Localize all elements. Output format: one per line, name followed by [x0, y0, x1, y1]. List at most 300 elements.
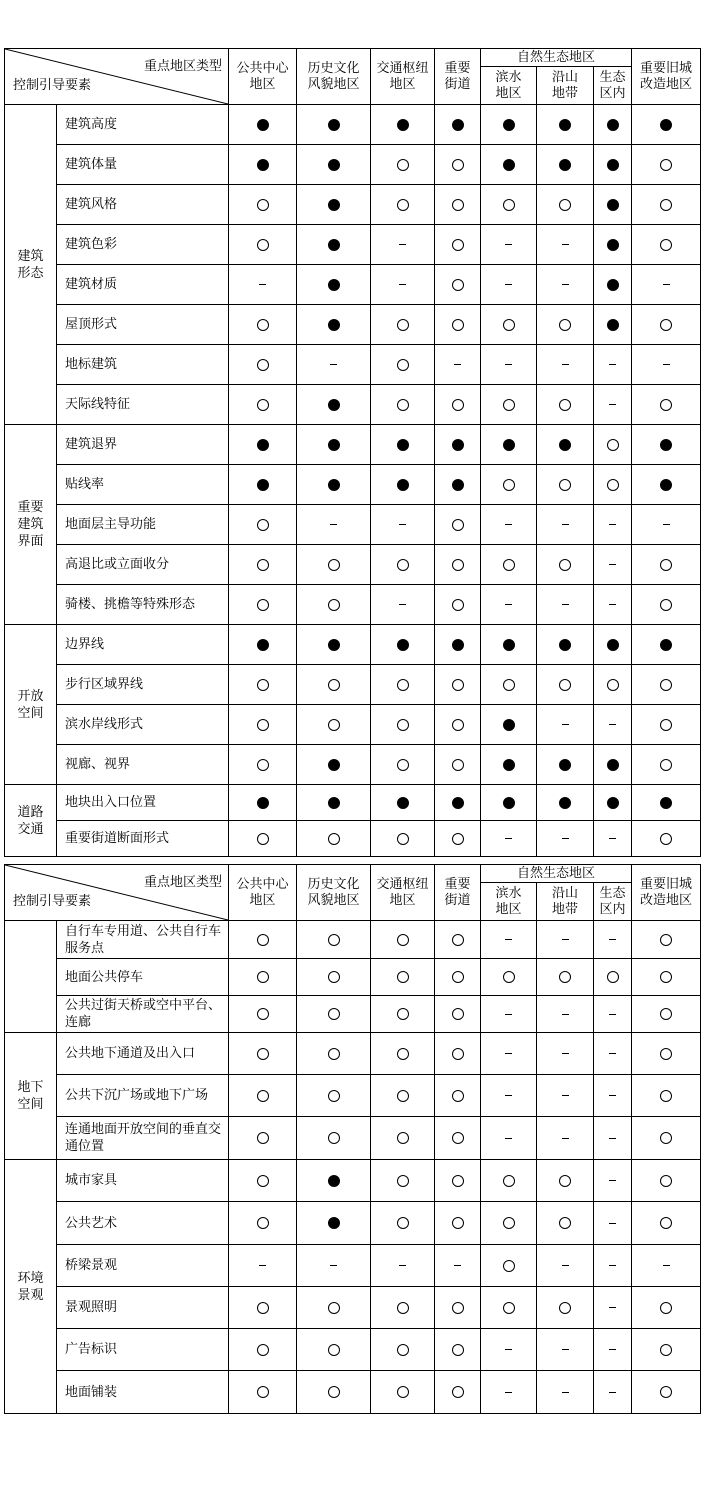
control-table-part-1 — [4, 48, 701, 857]
symbol-full-icon — [503, 639, 515, 651]
symbol-cell — [297, 1245, 371, 1287]
category-label: 环境 景观 — [17, 1270, 44, 1303]
symbol-hollow-icon — [660, 599, 672, 611]
symbol-cell — [297, 385, 371, 425]
symbol-none-icon — [562, 1265, 569, 1266]
symbol-full-icon — [607, 199, 619, 211]
table-row — [5, 705, 701, 745]
symbol-cell — [481, 745, 537, 785]
column-header: 交通枢纽 地区 — [371, 865, 435, 921]
symbol-none-icon — [505, 1095, 512, 1096]
symbol-cell — [229, 959, 297, 996]
symbol-cell — [594, 821, 632, 857]
symbol-cell — [537, 505, 594, 545]
symbol-cell — [632, 385, 701, 425]
symbol-full-icon — [503, 159, 515, 171]
symbol-none-icon — [505, 604, 512, 605]
symbol-full-icon — [328, 639, 340, 651]
symbol-cell — [435, 996, 481, 1033]
symbol-cell — [229, 625, 297, 665]
symbol-hollow-icon — [660, 833, 672, 845]
symbol-hollow-icon — [328, 1302, 340, 1314]
symbol-full-icon — [328, 1217, 340, 1229]
symbol-hollow-icon — [660, 399, 672, 411]
symbol-cell — [594, 225, 632, 265]
symbol-full-icon — [257, 119, 269, 131]
symbol-cell — [371, 959, 435, 996]
symbol-hollow-icon — [257, 1048, 269, 1060]
symbol-hollow-icon — [607, 971, 619, 983]
symbol-full-icon — [452, 439, 464, 451]
table-row — [5, 385, 701, 425]
symbol-hollow-icon — [452, 239, 464, 251]
symbol-cell — [371, 821, 435, 857]
symbol-cell — [481, 265, 537, 305]
symbol-cell — [632, 105, 701, 145]
symbol-hollow-icon — [660, 1217, 672, 1229]
natural-subcolumn-header: 滨水 地区 — [481, 883, 537, 921]
natural-subcolumn-header: 沿山 地带 — [537, 67, 594, 105]
symbol-cell — [229, 505, 297, 545]
symbol-hollow-icon — [257, 971, 269, 983]
symbol-none-icon — [562, 1349, 569, 1350]
symbol-cell — [435, 465, 481, 505]
symbol-none-icon — [609, 1392, 616, 1393]
symbol-hollow-icon — [452, 399, 464, 411]
symbol-hollow-icon — [607, 679, 619, 691]
symbol-full-icon — [328, 159, 340, 171]
symbol-cell — [594, 745, 632, 785]
symbol-cell — [594, 1033, 632, 1075]
symbol-cell — [435, 1371, 481, 1414]
symbol-cell — [229, 465, 297, 505]
symbol-hollow-icon — [397, 971, 409, 983]
symbol-cell — [435, 705, 481, 745]
element-label: 步行区域界线 — [57, 665, 229, 705]
symbol-cell — [537, 385, 594, 425]
table-row — [5, 1202, 701, 1245]
symbol-cell — [632, 665, 701, 705]
symbol-full-icon — [452, 639, 464, 651]
symbol-cell — [297, 996, 371, 1033]
symbol-cell — [537, 785, 594, 821]
symbol-none-icon — [562, 1392, 569, 1393]
symbol-cell — [371, 1117, 435, 1160]
table-row — [5, 745, 701, 785]
symbol-hollow-icon — [397, 1048, 409, 1060]
symbol-full-icon — [559, 119, 571, 131]
symbol-none-icon — [609, 604, 616, 605]
symbol-none-icon — [505, 939, 512, 940]
symbol-none-icon — [663, 524, 670, 525]
symbol-cell — [594, 959, 632, 996]
symbol-cell — [537, 921, 594, 959]
symbol-full-icon — [559, 797, 571, 809]
symbol-none-icon — [505, 1138, 512, 1139]
symbol-hollow-icon — [452, 279, 464, 291]
category-label: 道路 交通 — [17, 804, 44, 837]
symbol-cell — [371, 465, 435, 505]
symbol-cell — [481, 225, 537, 265]
symbol-none-icon — [454, 364, 461, 365]
symbol-cell — [632, 959, 701, 996]
symbol-full-icon — [607, 319, 619, 331]
symbol-none-icon — [609, 838, 616, 839]
category-cell — [5, 1033, 57, 1160]
symbol-hollow-icon — [452, 759, 464, 771]
column-header: 公共中心 地区 — [229, 865, 297, 921]
symbol-cell — [481, 1033, 537, 1075]
symbol-none-icon — [505, 1053, 512, 1054]
symbol-none-icon — [609, 1014, 616, 1015]
corner-header — [5, 49, 229, 105]
symbol-none-icon — [562, 1014, 569, 1015]
symbol-full-icon — [397, 797, 409, 809]
symbol-hollow-icon — [559, 971, 571, 983]
symbol-hollow-icon — [607, 439, 619, 451]
symbol-cell — [594, 105, 632, 145]
symbol-hollow-icon — [397, 679, 409, 691]
symbol-none-icon — [562, 604, 569, 605]
corner-top-label: 重点地区类型 — [143, 875, 222, 890]
symbol-cell — [229, 1287, 297, 1329]
symbol-hollow-icon — [328, 1344, 340, 1356]
symbol-hollow-icon — [452, 1008, 464, 1020]
symbol-hollow-icon — [452, 1217, 464, 1229]
symbol-cell — [481, 425, 537, 465]
category-label: 地下 空间 — [17, 1080, 44, 1112]
symbol-none-icon — [609, 564, 616, 565]
symbol-cell — [481, 545, 537, 585]
symbol-cell — [594, 185, 632, 225]
symbol-cell — [632, 1075, 701, 1117]
symbol-cell — [229, 1329, 297, 1371]
table-row — [5, 821, 701, 857]
symbol-hollow-icon — [452, 934, 464, 946]
symbol-cell — [632, 745, 701, 785]
symbol-none-icon — [505, 524, 512, 525]
symbol-hollow-icon — [397, 1175, 409, 1187]
symbol-cell — [481, 785, 537, 821]
symbol-cell — [435, 959, 481, 996]
symbol-hollow-icon — [397, 1090, 409, 1102]
symbol-hollow-icon — [452, 559, 464, 571]
symbol-cell — [371, 1033, 435, 1075]
symbol-cell — [297, 665, 371, 705]
symbol-cell — [632, 1287, 701, 1329]
element-label: 自行车专用道、公共自行车服务点 — [57, 921, 229, 959]
element-label: 地块出入口位置 — [57, 785, 229, 821]
symbol-cell — [594, 145, 632, 185]
symbol-none-icon — [399, 244, 406, 245]
symbol-hollow-icon — [397, 1302, 409, 1314]
symbol-full-icon — [607, 239, 619, 251]
symbol-none-icon — [562, 1138, 569, 1139]
symbol-none-icon — [663, 284, 670, 285]
symbol-cell — [537, 745, 594, 785]
symbol-cell — [297, 1033, 371, 1075]
symbol-hollow-icon — [452, 719, 464, 731]
symbol-cell — [297, 821, 371, 857]
symbol-full-icon — [660, 479, 672, 491]
symbol-cell — [435, 345, 481, 385]
symbol-cell — [594, 265, 632, 305]
symbol-hollow-icon — [660, 159, 672, 171]
symbol-full-icon — [660, 439, 672, 451]
symbol-full-icon — [559, 759, 571, 771]
symbol-cell — [229, 821, 297, 857]
symbol-cell — [481, 1202, 537, 1245]
symbol-cell — [229, 1245, 297, 1287]
symbol-cell — [297, 785, 371, 821]
symbol-cell — [435, 385, 481, 425]
symbol-cell — [229, 545, 297, 585]
symbol-cell — [537, 465, 594, 505]
symbol-hollow-icon — [503, 1217, 515, 1229]
symbol-cell — [481, 305, 537, 345]
column-header: 公共中心 地区 — [229, 49, 297, 105]
symbol-cell — [229, 185, 297, 225]
symbol-hollow-icon — [452, 1175, 464, 1187]
symbol-cell — [297, 959, 371, 996]
symbol-cell — [371, 105, 435, 145]
symbol-hollow-icon — [660, 719, 672, 731]
symbol-hollow-icon — [660, 934, 672, 946]
symbol-cell — [481, 959, 537, 996]
natural-group-header: 自然生态地区 — [481, 49, 632, 67]
symbol-hollow-icon — [660, 239, 672, 251]
symbol-none-icon — [562, 724, 569, 725]
symbol-cell — [435, 305, 481, 345]
symbol-none-icon — [663, 364, 670, 365]
table-row — [5, 225, 701, 265]
symbol-hollow-icon — [452, 519, 464, 531]
symbol-hollow-icon — [257, 359, 269, 371]
table-row — [5, 105, 701, 145]
table-row — [5, 345, 701, 385]
symbol-hollow-icon — [452, 1344, 464, 1356]
symbol-cell — [229, 225, 297, 265]
element-label: 边界线 — [57, 625, 229, 665]
symbol-cell — [594, 585, 632, 625]
symbol-cell — [371, 145, 435, 185]
symbol-cell — [481, 1245, 537, 1287]
symbol-cell — [481, 185, 537, 225]
symbol-none-icon — [259, 1265, 266, 1266]
symbol-hollow-icon — [257, 1008, 269, 1020]
symbol-cell — [371, 185, 435, 225]
symbol-cell — [371, 1160, 435, 1202]
table-row — [5, 1371, 701, 1414]
symbol-none-icon — [609, 364, 616, 365]
table-row — [5, 921, 701, 959]
symbol-cell — [435, 1287, 481, 1329]
symbol-none-icon — [454, 1265, 461, 1266]
table-row — [5, 465, 701, 505]
symbol-cell — [371, 745, 435, 785]
symbol-hollow-icon — [660, 1302, 672, 1314]
category-cell — [5, 921, 57, 1033]
symbol-cell — [537, 959, 594, 996]
symbol-none-icon — [399, 524, 406, 525]
element-label: 天际线特征 — [57, 385, 229, 425]
symbol-none-icon — [562, 838, 569, 839]
symbol-hollow-icon — [559, 679, 571, 691]
symbol-none-icon — [399, 604, 406, 605]
symbol-cell — [229, 1075, 297, 1117]
symbol-full-icon — [328, 399, 340, 411]
element-label: 贴线率 — [57, 465, 229, 505]
symbol-cell — [435, 505, 481, 545]
symbol-cell — [229, 785, 297, 821]
symbol-cell — [481, 345, 537, 385]
symbol-hollow-icon — [257, 519, 269, 531]
table-row — [5, 1075, 701, 1117]
symbol-full-icon — [607, 639, 619, 651]
symbol-full-icon — [328, 479, 340, 491]
symbol-cell — [632, 465, 701, 505]
symbol-cell — [594, 1287, 632, 1329]
symbol-none-icon — [609, 1223, 616, 1224]
symbol-hollow-icon — [397, 399, 409, 411]
column-header: 交通枢纽 地区 — [371, 49, 435, 105]
symbol-hollow-icon — [559, 1217, 571, 1229]
symbol-cell — [481, 1287, 537, 1329]
symbol-cell — [229, 705, 297, 745]
symbol-cell — [632, 225, 701, 265]
corner-header — [5, 865, 229, 921]
symbol-hollow-icon — [328, 719, 340, 731]
symbol-cell — [371, 1329, 435, 1371]
symbol-hollow-icon — [660, 1386, 672, 1398]
symbol-none-icon — [663, 1265, 670, 1266]
symbol-cell — [481, 385, 537, 425]
symbol-cell — [537, 625, 594, 665]
symbol-cell — [594, 1075, 632, 1117]
symbol-none-icon — [609, 524, 616, 525]
symbol-cell — [632, 921, 701, 959]
symbol-cell — [537, 345, 594, 385]
symbol-cell — [537, 1075, 594, 1117]
symbol-cell — [537, 265, 594, 305]
symbol-hollow-icon — [452, 159, 464, 171]
symbol-cell — [632, 545, 701, 585]
column-header: 重要旧城 改造地区 — [632, 865, 701, 921]
symbol-cell — [537, 1329, 594, 1371]
symbol-hollow-icon — [397, 199, 409, 211]
element-label: 建筑体量 — [57, 145, 229, 185]
category-cell — [5, 1160, 57, 1414]
symbol-hollow-icon — [257, 559, 269, 571]
symbol-hollow-icon — [328, 679, 340, 691]
symbol-none-icon — [505, 1392, 512, 1393]
symbol-cell — [481, 1160, 537, 1202]
symbol-hollow-icon — [660, 759, 672, 771]
symbol-cell — [435, 921, 481, 959]
symbol-cell — [297, 1117, 371, 1160]
symbol-none-icon — [505, 244, 512, 245]
symbol-hollow-icon — [257, 1386, 269, 1398]
category-cell — [5, 105, 57, 425]
symbol-full-icon — [328, 279, 340, 291]
symbol-hollow-icon — [257, 399, 269, 411]
symbol-hollow-icon — [503, 1175, 515, 1187]
symbol-hollow-icon — [607, 479, 619, 491]
symbol-cell — [297, 145, 371, 185]
corner-bottom-label: 控制引导要素 — [13, 78, 92, 93]
symbol-hollow-icon — [503, 1260, 515, 1272]
symbol-cell — [537, 105, 594, 145]
symbol-hollow-icon — [397, 1386, 409, 1398]
symbol-cell — [435, 1245, 481, 1287]
symbol-cell — [297, 585, 371, 625]
symbol-cell — [297, 1329, 371, 1371]
symbol-cell — [481, 921, 537, 959]
element-label: 建筑高度 — [57, 105, 229, 145]
symbol-cell — [229, 1202, 297, 1245]
symbol-hollow-icon — [257, 1132, 269, 1144]
element-label: 视廊、视界 — [57, 745, 229, 785]
symbol-none-icon — [330, 524, 337, 525]
symbol-full-icon — [328, 1175, 340, 1187]
table-row — [5, 785, 701, 821]
symbol-cell — [371, 665, 435, 705]
symbol-full-icon — [660, 639, 672, 651]
symbol-cell — [229, 305, 297, 345]
symbol-cell — [435, 185, 481, 225]
symbol-full-icon — [503, 439, 515, 451]
symbol-hollow-icon — [328, 1132, 340, 1144]
symbol-none-icon — [609, 1095, 616, 1096]
category-cell — [5, 785, 57, 857]
column-header: 历史文化 风貌地区 — [297, 865, 371, 921]
symbol-hollow-icon — [660, 319, 672, 331]
symbol-cell — [537, 1033, 594, 1075]
symbol-cell — [537, 545, 594, 585]
symbol-none-icon — [562, 939, 569, 940]
symbol-cell — [435, 1033, 481, 1075]
symbol-none-icon — [505, 1349, 512, 1350]
symbol-cell — [229, 1371, 297, 1414]
symbol-hollow-icon — [328, 934, 340, 946]
symbol-cell — [594, 665, 632, 705]
symbol-cell — [371, 225, 435, 265]
symbol-hollow-icon — [257, 759, 269, 771]
table-row — [5, 1329, 701, 1371]
symbol-full-icon — [257, 439, 269, 451]
element-label: 公共过街天桥或空中平台、连廊 — [57, 996, 229, 1033]
symbol-cell — [435, 1202, 481, 1245]
symbol-hollow-icon — [452, 319, 464, 331]
column-header: 历史文化 风貌地区 — [297, 49, 371, 105]
symbol-cell — [537, 996, 594, 1033]
symbol-full-icon — [559, 439, 571, 451]
symbol-full-icon — [257, 159, 269, 171]
column-header: 重要旧城 改造地区 — [632, 49, 701, 105]
symbol-cell — [297, 425, 371, 465]
table-row — [5, 265, 701, 305]
symbol-none-icon — [562, 524, 569, 525]
symbol-none-icon — [562, 244, 569, 245]
symbol-cell — [229, 1117, 297, 1160]
symbol-cell — [229, 585, 297, 625]
symbol-full-icon — [397, 479, 409, 491]
column-header: 重要 街道 — [435, 49, 481, 105]
element-label: 重要街道断面形式 — [57, 821, 229, 857]
symbol-cell — [632, 1033, 701, 1075]
symbol-cell — [594, 1245, 632, 1287]
symbol-cell — [229, 145, 297, 185]
